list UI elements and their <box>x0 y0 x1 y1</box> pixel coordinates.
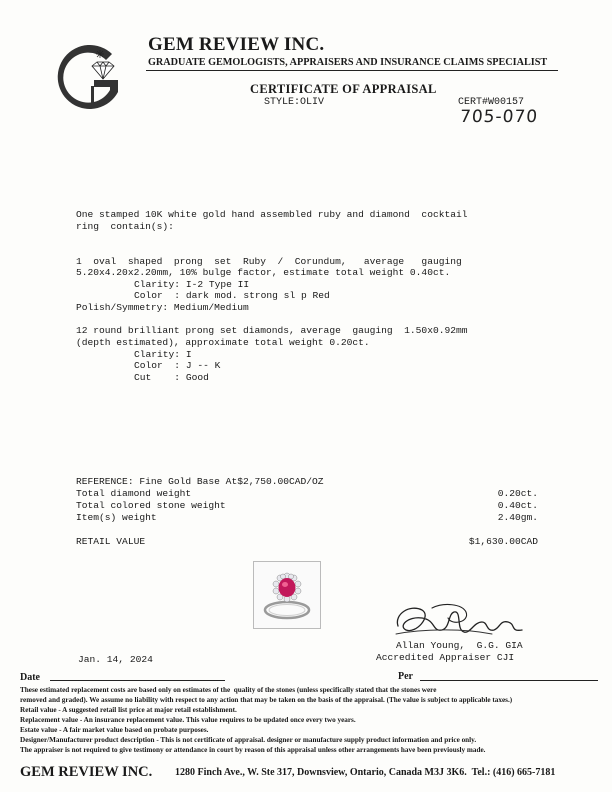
diamond-cut: Cut : Good <box>134 372 209 383</box>
diamond-color: Color : J -- K <box>134 360 221 371</box>
disclaimer-line: Estate value - A fair market value based on probate purposes. <box>20 726 209 734</box>
summary-value: 2.40gm. <box>497 512 538 523</box>
reference-line: REFERENCE: Fine Gold Base At$2,750.00CAD/OZ <box>76 476 324 487</box>
summary-value: 0.20ct. <box>497 488 538 499</box>
footer-company: GEM REVIEW INC. <box>20 764 153 780</box>
intro-line-1: One stamped 10K white gold hand assembled ruby and diamond cocktail <box>76 209 468 220</box>
ruby-line-1: 1 oval shaped prong set Ruby / Corundum, average gauging <box>76 256 462 267</box>
diamond-line-2: (depth estimated), approximate total weight 0.20ct. <box>76 337 370 348</box>
g-diamond-logo-icon <box>54 40 128 116</box>
per-label: Per <box>398 671 413 682</box>
ruby-diamond-ring-photo <box>253 561 321 629</box>
ruby-color: Color : dark mod. strong sl p Red <box>134 290 330 301</box>
diamond-clarity: Clarity: I <box>134 349 192 360</box>
ruby-polish: Polish/Symmetry: Medium/Medium <box>76 302 249 313</box>
diamond-line-1: 12 round brilliant prong set diamonds, average gauging 1.50x0.92mm <box>76 325 468 336</box>
header-divider <box>146 70 558 71</box>
per-signature-line <box>420 680 598 681</box>
appraiser-title: Accredited Appraiser CJI <box>376 652 515 663</box>
ruby-clarity: Clarity: I-2 Type II <box>134 279 250 290</box>
summary-label: Item(s) weight <box>76 512 157 523</box>
date-signature-line <box>50 680 225 681</box>
ruby-line-2: 5.20x4.20x2.20mm, 10% bulge factor, estimate total weight 0.40ct. <box>76 267 451 278</box>
style-code: STYLE:OLIV <box>264 97 325 108</box>
summary-label: Total diamond weight <box>76 488 192 499</box>
date-label: Date <box>20 672 40 683</box>
disclaimer-line: Retail value - A suggested retail list price at major retail establishment. <box>20 706 237 714</box>
company-name: GEM REVIEW INC. <box>148 34 325 55</box>
summary-label: Total colored stone weight <box>76 500 226 511</box>
company-tagline: GRADUATE GEMOLOGISTS, APPRAISERS AND INSURANCE CLAIMS SPECIALIST <box>148 57 548 68</box>
handwritten-signature <box>392 596 532 642</box>
disclaimer-line: Designer/Manufacturer product description - This is not certificate of appraisal. designer or manufacture supply product information and price only. <box>20 736 477 744</box>
footer-address: 1280 Finch Ave., W. Ste 317, Downsview, Ontario, Canada M3J 3K6. Tel.: (416) 665-7181 <box>175 767 556 778</box>
handwritten-number: 705-070 <box>459 107 539 127</box>
intro-line-2: ring contain(s): <box>76 221 174 232</box>
retail-value-amount: $1,630.00CAD <box>468 536 538 547</box>
certificate-title: CERTIFICATE OF APPRAISAL <box>250 82 437 96</box>
disclaimer-line: removed and graded). We assume no liability with respect to any action that may be taken on the basis of the appraisal. (The value is subject to applicable taxes.) <box>20 696 513 704</box>
certificate-number: CERT#W00157 <box>458 97 525 108</box>
appraisal-date: Jan. 14, 2024 <box>78 654 153 665</box>
summary-value: 0.40ct. <box>497 500 538 511</box>
disclaimer-line: The appraiser is not required to give testimony or attendance in court by reason of this appraisal unless other arrangements have been previously made. <box>20 746 486 754</box>
disclaimer-line: These estimated replacement costs are based only on estimates of the quality of the stones (unless specifically stated that the stones were <box>20 686 437 694</box>
appraiser-name: Allan Young, G.G. GIA <box>396 640 523 651</box>
retail-value-label: RETAIL VALUE <box>76 536 146 547</box>
disclaimer-line: Replacement value - An insurance replacement value. This value requires to be updated once every two years. <box>20 716 356 724</box>
